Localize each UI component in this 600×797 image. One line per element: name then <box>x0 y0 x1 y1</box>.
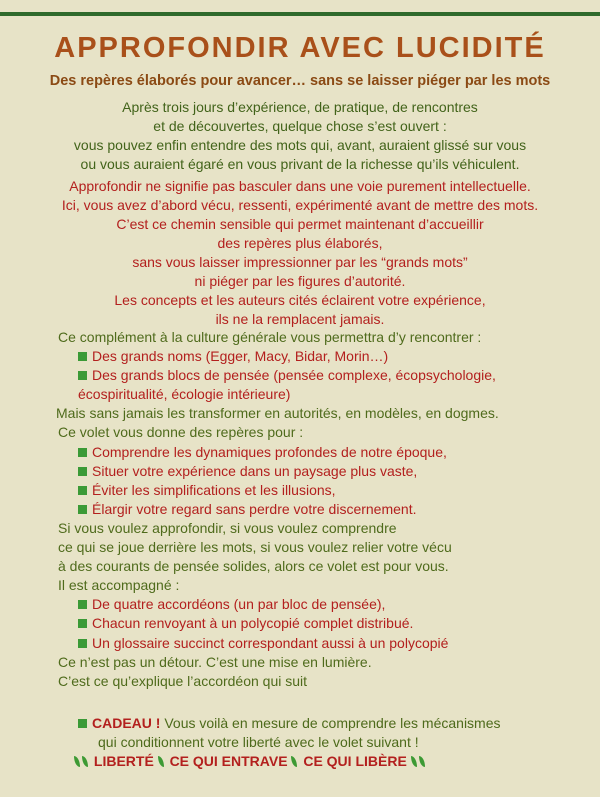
explique-text: C’est ce qu’explique l’accordéon qui suit <box>58 672 308 689</box>
square-bullet-icon <box>78 371 87 380</box>
leaf-icon <box>74 756 80 767</box>
list-item <box>58 614 588 633</box>
intro-line: Après trois jours d’expérience, de pratique, de rencontres <box>122 99 478 115</box>
list-item <box>58 443 588 462</box>
red-line: des repères plus élaborés, <box>217 235 383 251</box>
red-line: ni piéger par les figures d’autorité. <box>194 273 406 289</box>
list-item-text: Un glossaire succinct correspondant aussi à un polycopié <box>92 634 449 651</box>
mais-text: Mais sans jamais les transformer en autorités, en modèles, en dogmes. <box>56 405 499 422</box>
square-bullet-icon <box>78 486 87 495</box>
square-bullet-icon <box>78 600 87 609</box>
list-item-text: Éviter les simplifications et les illusions, <box>92 481 336 498</box>
intro-line: et de découvertes, quelque chose s’est ouvert : <box>153 118 447 134</box>
list-item-text: Comprendre les dynamiques profondes de notre époque, <box>92 443 447 460</box>
accompagne-text: Il est accompagné : <box>58 577 180 594</box>
list-item-text: Chacun renvoyant à un polycopié complet distribué. <box>92 615 414 632</box>
si-line: à des courants de pensée solides, alors ce volet est pour vous. <box>58 558 449 575</box>
complement-text: Ce complément à la culture générale vous permettra d’y rencontrer : <box>58 329 482 345</box>
cadeau-label: CADEAU ! <box>92 715 161 731</box>
leaf-icon <box>419 756 425 767</box>
leaf-icon <box>82 756 88 767</box>
cadeau-tags <box>74 752 578 771</box>
intro-line: vous pouvez enfin entendre des mots qui, avant, auraient glissé sur vous <box>73 137 527 153</box>
volet-text: Ce volet vous donne des repères pour : <box>58 424 304 441</box>
tag-ce-qui-libere[interactable]: CE QUI LIBÈRE <box>303 753 407 769</box>
top-divider <box>0 12 600 16</box>
red-line: Approfondir ne signifie pas basculer dans une voie purement intellectuelle. <box>69 178 531 194</box>
red-line: ils ne la remplacent jamais. <box>215 311 385 327</box>
red-line: Ici, vous avez d’abord vécu, ressenti, expérimenté avant de mettre des mots. <box>61 197 539 213</box>
tag-ce-qui-entrave[interactable]: CE QUI ENTRAVE <box>169 753 288 769</box>
list-item-text: Des grands noms (Egger, Macy, Bidar, Morin…) <box>92 348 389 365</box>
page-title: APPROFONDIR AVEC LUCIDITÉ <box>54 32 546 64</box>
cadeau-line <box>78 714 578 733</box>
square-bullet-icon <box>78 505 87 514</box>
intro-paragraph <box>0 98 600 174</box>
cadeau-section <box>78 714 578 771</box>
list-item <box>58 634 588 653</box>
red-line: C’est ce chemin sensible qui permet maintenant d’accueillir <box>116 216 484 232</box>
square-bullet-icon <box>78 467 87 476</box>
red-line: sans vous laisser impressionner par les “grands mots” <box>132 254 468 270</box>
list-item <box>58 500 588 519</box>
square-bullet-icon <box>78 719 87 728</box>
square-bullet-icon <box>78 352 87 361</box>
leaf-icon <box>158 756 164 767</box>
list-item <box>58 595 588 614</box>
tag-liberte[interactable]: LIBERTÉ <box>93 753 154 769</box>
list-item <box>58 481 588 500</box>
si-line: Si vous voulez approfondir, si vous voulez comprendre <box>58 519 397 536</box>
square-bullet-icon <box>78 448 87 457</box>
list-item-continued: écospiritualité, écologie intérieure) <box>78 386 291 403</box>
list-item-text: Situer votre expérience dans un paysage plus vaste, <box>92 462 418 479</box>
list-item <box>58 462 588 481</box>
square-bullet-icon <box>78 619 87 628</box>
detour-text: Ce n’est pas un détour. C’est une mise en lumière. <box>58 653 372 670</box>
page-subtitle: Des repères élaborés pour avancer… sans se laisser piéger par les mots <box>49 73 551 89</box>
list-item <box>58 366 588 385</box>
red-line: Les concepts et les auteurs cités éclairent votre expérience, <box>114 292 486 308</box>
list-item-text: De quatre accordéons (un par bloc de pensée), <box>92 596 386 613</box>
leaf-icon <box>291 756 297 767</box>
intro-line: ou vous auraient égaré en vous privant de la richesse qu’ils véhiculent. <box>80 156 520 172</box>
list-item <box>58 347 588 366</box>
body-section <box>58 328 588 691</box>
list-item-text: Élargir votre regard sans perdre votre discernement. <box>92 500 417 517</box>
list-item-text: Des grands blocs de pensée (pensée complexe, écopsychologie, <box>92 367 496 384</box>
red-paragraph <box>0 177 600 329</box>
square-bullet-icon <box>78 639 87 648</box>
cadeau-text: Vous voilà en mesure de comprendre les mécanismes <box>164 715 501 731</box>
cadeau-text: qui conditionnent votre liberté avec le volet suivant ! <box>98 734 419 750</box>
si-line: ce qui se joue derrière les mots, si vous voulez relier votre vécu <box>58 539 452 556</box>
leaf-icon <box>411 756 417 767</box>
